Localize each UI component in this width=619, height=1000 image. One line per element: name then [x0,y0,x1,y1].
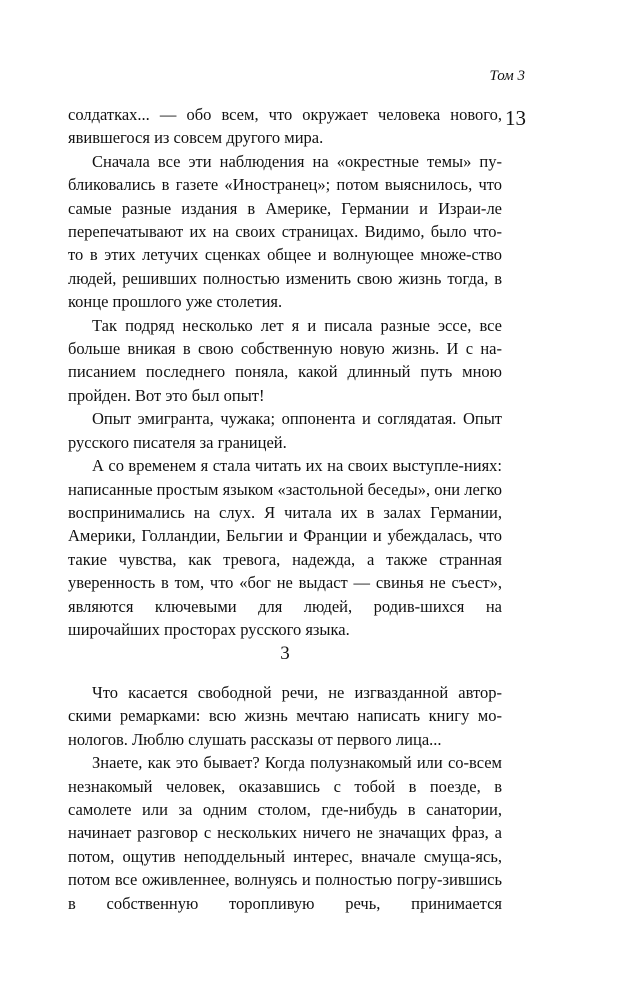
paragraph [68,681,502,751]
text-line: ниях: написанные простым языком «застольной беседы», [68,456,502,499]
text-line: ле перепечатывают их на своих страницах. Видимо, было [68,198,502,242]
text-line: Сначала все эти наблюдения на «окрестные темы» пу- [92,151,502,171]
text-line: они легко воспринимались на слух. Я читала их в залах [68,479,502,522]
text-line: больше вникая в свою собственную новую жизнь. И с на- [68,339,502,359]
text-line: явившегося из совсем другого мира. [68,128,324,148]
text-line: в самолете или за одним столом, где-нибудь в санатории, [68,776,502,820]
paragraph [68,407,502,454]
text-line: нологов. Люблю слушать рассказы от первого лица... [68,729,442,749]
text-line: что-то в этих летучих сценках общее и волнующее множе- [68,222,502,265]
text-line: Что касается свободной речи, не изгвазданной автор- [92,683,502,702]
text-line: начинает разговор с нескольких ничего не значащих фраз, [68,823,489,843]
text-line: Германии, Америки, Голландии, Бельгии и Франции и [68,502,503,546]
body-text-top [68,103,502,641]
text-line: пройден. Вот это был опыт! [68,385,265,405]
text-line: ство людей, решивших полностью изменить свою жизнь [68,245,502,288]
text-line: Опыт русского писателя за границей. [68,409,502,452]
page-number: 13 [505,106,526,130]
text-line: Знаете, как это бывает? Когда полузнакомый или со- [92,753,470,773]
text-line: шихся на широчайших просторах русского языка. [68,596,502,639]
text-line: А со временем я стала читать их на своих выступле- [92,456,464,476]
paragraph-continuation [68,103,502,150]
paragraph [68,454,502,641]
text-line: убеждалась, что такие чувства, как тревога, надежда, а [68,526,503,569]
text-line: а потом, ощутив неподдельный интерес, вначале смуща- [68,823,502,866]
paragraph [68,751,502,915]
text-line: бликовались в газете «Иностранец»; потом выяснилось, [68,175,473,195]
text-line: всем незнакомый человек, оказавшись с тобой в поезде, [68,753,502,796]
paragraph [68,150,502,314]
paragraph [68,314,502,408]
running-head: Том 3 [489,68,525,84]
text-line: Опыт эмигранта, чужака; оппонента и соглядатая. [92,409,457,429]
body-text-bottom [68,681,502,915]
text-line: скими ремарками: всю жизнь мечтаю написать книгу мо- [68,706,502,726]
section-number: 3 [280,643,290,664]
text-line: Так подряд несколько лет я и писала разные эссе, все [92,315,502,335]
text-line: свинья не съест», являются ключевыми для людей, родив- [68,573,502,616]
text-line: писанием последнего поняла, какой длинный путь мною [68,362,502,382]
text-line: также странная уверенность в том, что «бог не выдаст — [68,549,502,593]
text-line: ясь, потом все оживленнее, волнуясь и полностью погру- [68,846,502,890]
text-line: что самые разные издания в Америке, Германии и Израи- [68,175,503,218]
text-line: тогда, в конце прошлого уже столетия. [68,268,503,312]
text-line: солдатках... — обо всем, что окружает человека нового, [68,105,502,124]
text-line: зившись в собственную торопливую речь, принимается [68,870,502,913]
